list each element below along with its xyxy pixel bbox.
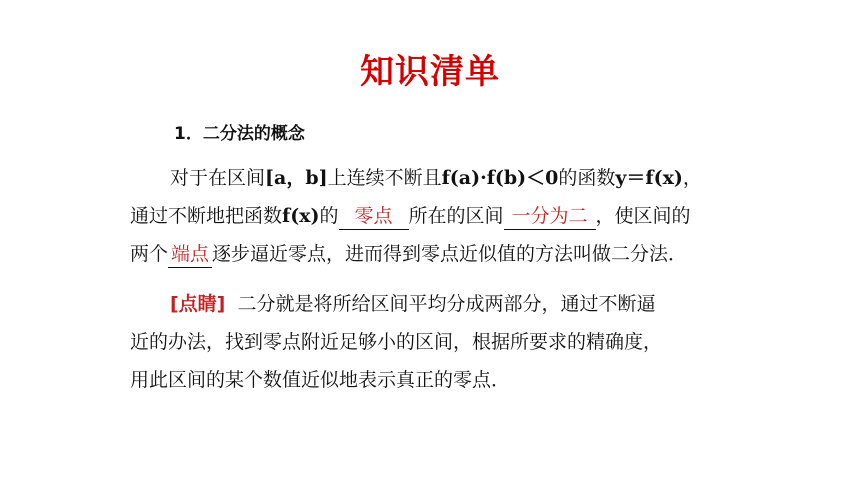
- text-segment: 对于在区间: [170, 167, 266, 189]
- text-segment: 的: [319, 205, 339, 227]
- text-segment: 上连续不断且: [327, 167, 442, 189]
- note-line-3: 用此区间的某个数值近似地表示真正的零点．: [130, 369, 511, 391]
- page-title: 知识清单: [360, 52, 500, 92]
- text-segment: ，: [682, 167, 702, 189]
- text-segment: 两个: [130, 243, 169, 265]
- answer-blank-split: 一分为二: [504, 203, 596, 230]
- definition-line-3: [130, 235, 730, 273]
- note-line-1: [130, 285, 730, 323]
- answer-blank-endpoints: 端点: [168, 241, 212, 268]
- definition-line-1: [130, 159, 730, 197]
- function-expression: y＝f(x): [615, 167, 683, 189]
- note-paragraph: [130, 285, 730, 399]
- condition-expression: f(a)·f(b)＜0: [441, 167, 559, 189]
- text-segment: 所在的区间: [408, 205, 504, 227]
- note-tag: [点睛]: [170, 293, 226, 315]
- interval-expression: [a，b]: [265, 167, 328, 189]
- section-heading: 1．二分法的概念: [174, 124, 305, 144]
- text-segment: 逐步逼近零点，进而得到零点近似值的方法叫做二分法．: [212, 243, 688, 265]
- text-segment: 的函数: [558, 167, 616, 189]
- text-segment: ，使区间的: [595, 205, 691, 227]
- text-segment: 二分就是将所给区间平均分成两部分，通过不断逼: [237, 293, 656, 315]
- definition-paragraph: [130, 159, 730, 273]
- answer-blank-zero-point: 零点: [339, 203, 409, 230]
- note-line-2: 近的办法，找到零点附近足够小的区间，根据所要求的精确度，: [130, 331, 663, 353]
- text-segment: 通过不断地把函数: [130, 205, 283, 227]
- definition-line-2: [130, 197, 730, 235]
- function-expression: f(x): [282, 205, 320, 227]
